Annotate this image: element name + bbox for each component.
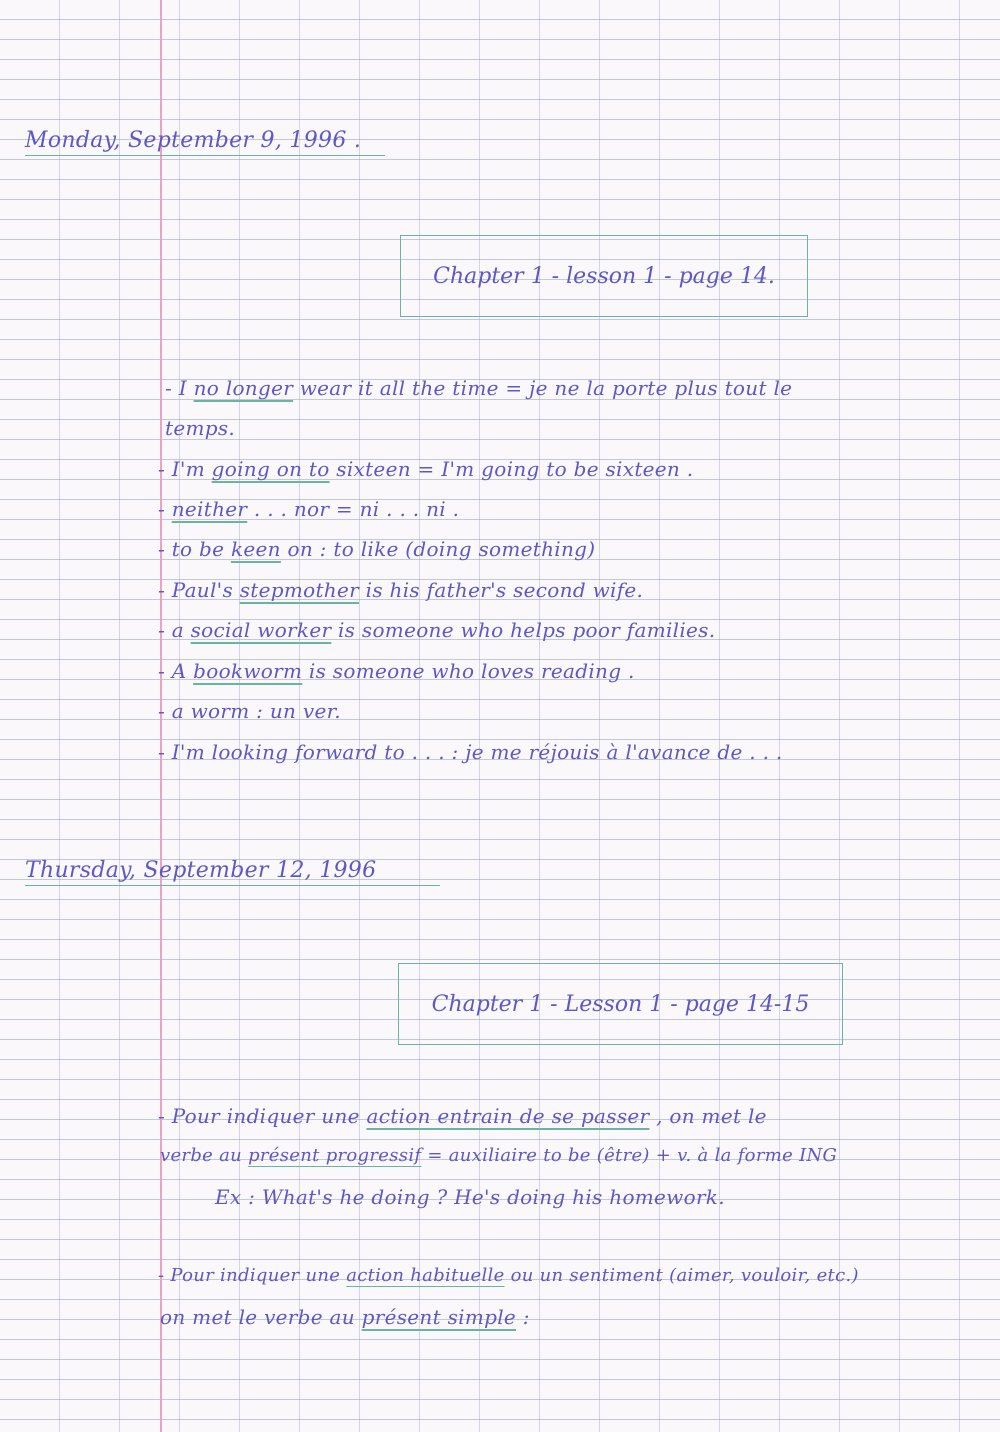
example-line: Ex : What's he doing ? He's doing his homework. — [215, 1185, 725, 1209]
lesson-title-box-2 — [398, 963, 843, 1045]
note-line: - a social worker is someone who helps poor families. — [158, 618, 716, 642]
note-line: on met le verbe au présent simple : — [160, 1305, 530, 1329]
lesson-title-2: Chapter 1 - Lesson 1 - page 14-15 — [431, 991, 810, 1017]
note-line: temps. — [165, 416, 236, 440]
note-line: - neither . . . nor = ni . . . ni . — [158, 497, 460, 521]
note-line: - to be keen on : to like (doing something) — [158, 537, 596, 561]
note-line: - A bookworm is someone who loves reading . — [158, 659, 635, 683]
note-line: - Paul's stepmother is his father's second wife. — [158, 578, 644, 602]
note-line: verbe au présent progressif = auxiliaire to be (être) + v. à la forme ING — [160, 1145, 838, 1166]
note-line: - I'm looking forward to . . . : je me réjouis à l'avance de . . . — [158, 740, 783, 764]
date-heading-2: Thursday, September 12, 1996 — [25, 858, 440, 886]
note-line: - Pour indiquer une action habituelle ou un sentiment (aimer, vouloir, etc.) — [158, 1265, 859, 1286]
date-heading-1: Monday, September 9, 1996 . — [25, 128, 385, 156]
note-line: - a worm : un ver. — [158, 699, 341, 723]
lesson-title-box-1 — [400, 235, 808, 317]
note-line: - Pour indiquer une action entrain de se passer , on met le — [158, 1104, 767, 1128]
lesson-title-1: Chapter 1 - lesson 1 - page 14. — [433, 263, 775, 289]
note-line: - I no longer wear it all the time = je ne la porte plus tout le — [165, 376, 793, 400]
note-line: - I'm going on to sixteen = I'm going to be sixteen . — [158, 457, 694, 481]
